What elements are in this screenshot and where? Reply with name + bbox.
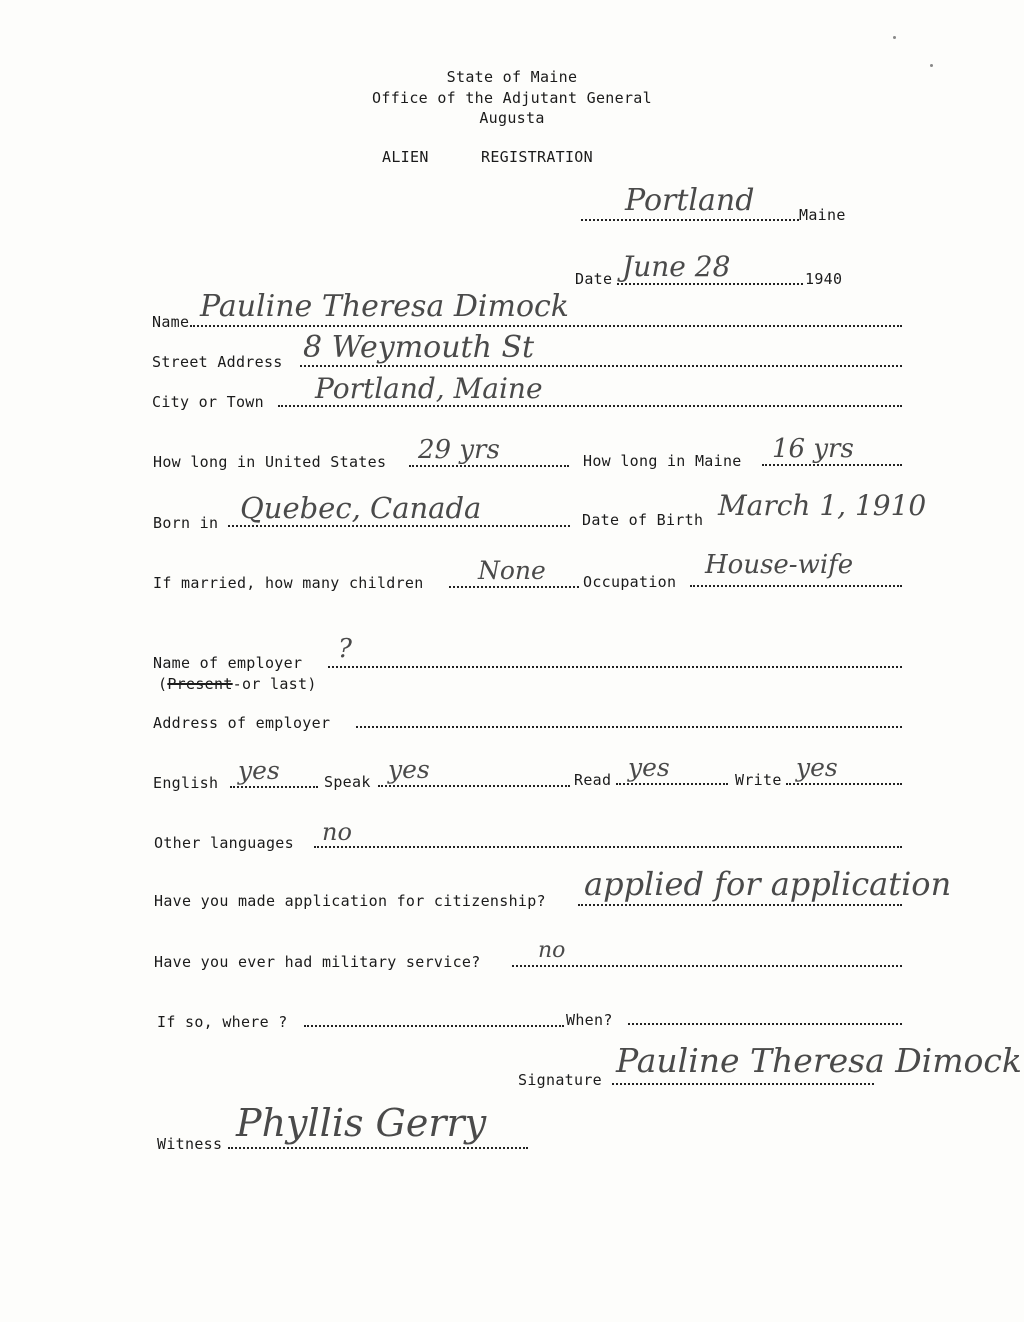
place-line	[581, 219, 799, 221]
form-title-alien: ALIEN	[382, 148, 429, 166]
employer-line	[328, 666, 902, 668]
english-value: yes	[238, 756, 280, 785]
citizenship-value: applied for application	[584, 865, 952, 903]
place-value: Portland	[625, 183, 755, 218]
signature-label: Signature	[518, 1071, 602, 1089]
occupation-value: House-wife	[705, 550, 854, 580]
other-languages-value: no	[322, 818, 352, 846]
when-line	[628, 1023, 902, 1025]
children-line	[449, 586, 579, 588]
citizenship-label: Have you made application for citizenship?	[154, 892, 546, 910]
dob-label: Date of Birth	[582, 511, 704, 529]
children-value: None	[478, 556, 546, 585]
where-line	[304, 1025, 564, 1027]
city-label: City or Town	[152, 393, 264, 411]
write-value: yes	[796, 753, 838, 782]
signature-value: Pauline Theresa Dimock	[616, 1041, 1022, 1080]
military-label: Have you ever had military service?	[154, 953, 481, 971]
employer-label: Name of employer	[153, 654, 303, 672]
date-year: 1940	[805, 270, 843, 288]
date-label: Date	[575, 270, 613, 288]
speak-line	[378, 785, 570, 787]
name-label: Name	[152, 313, 190, 331]
military-value: no	[538, 938, 566, 963]
us-duration-label: How long in United States	[153, 453, 387, 471]
header-office: Office of the Adjutant General	[372, 89, 652, 107]
military-line	[512, 965, 902, 967]
street-line	[300, 365, 902, 367]
write-line	[786, 783, 902, 785]
speak-label: Speak	[324, 773, 371, 791]
name-value: Pauline Theresa Dimock	[200, 289, 569, 324]
dob-value: March 1, 1910	[718, 489, 927, 522]
city-line	[278, 405, 902, 407]
read-label: Read	[574, 771, 612, 789]
maine-duration-label: How long in Maine	[583, 452, 742, 470]
read-value: yes	[628, 753, 670, 782]
date-value: June 28	[622, 250, 731, 283]
other-languages-line	[314, 846, 902, 848]
occupation-label: Occupation	[583, 573, 677, 591]
us-duration-value: 29 yrs	[418, 435, 500, 465]
scan-speck	[930, 64, 933, 67]
employer-sub-struck: Present	[167, 675, 233, 693]
where-label: If so, where ?	[157, 1013, 288, 1031]
employer-sub-label	[158, 677, 317, 692]
scan-speck	[893, 36, 896, 39]
place-suffix: Maine	[799, 206, 846, 224]
read-line	[616, 783, 728, 785]
employer-sub-rest: -or last)	[232, 675, 317, 693]
other-languages-label: Other languages	[154, 834, 294, 852]
maine-duration-value: 16 yrs	[772, 434, 854, 464]
signature-line	[612, 1083, 874, 1085]
born-label: Born in	[153, 514, 219, 532]
occupation-line	[690, 585, 902, 587]
street-label: Street Address	[152, 353, 283, 371]
maine-duration-line	[762, 464, 902, 466]
write-label: Write	[735, 771, 782, 789]
english-label: English	[153, 774, 219, 792]
name-line	[190, 325, 902, 327]
date-line	[617, 283, 803, 285]
employer-sub-open: (	[158, 675, 168, 693]
us-duration-line	[409, 465, 569, 467]
english-line	[230, 786, 318, 788]
header-state: State of Maine	[446, 68, 578, 86]
employer-address-line	[356, 726, 902, 728]
children-label: If married, how many children	[153, 574, 424, 592]
when-label: When?	[566, 1011, 613, 1029]
speak-value: yes	[388, 755, 430, 784]
born-line	[228, 525, 570, 527]
employer-value: ?	[338, 634, 352, 664]
born-value: Quebec, Canada	[240, 491, 482, 525]
citizenship-line	[578, 904, 902, 906]
witness-label: Witness	[157, 1135, 223, 1153]
form-title-registration: REGISTRATION	[481, 148, 593, 166]
witness-value: Phyllis Gerry	[236, 1101, 487, 1145]
witness-line	[228, 1147, 528, 1149]
street-value: 8 Weymouth St	[303, 330, 535, 365]
city-value: Portland, Maine	[315, 372, 543, 405]
header-city: Augusta	[479, 109, 545, 127]
employer-address-label: Address of employer	[153, 714, 331, 732]
